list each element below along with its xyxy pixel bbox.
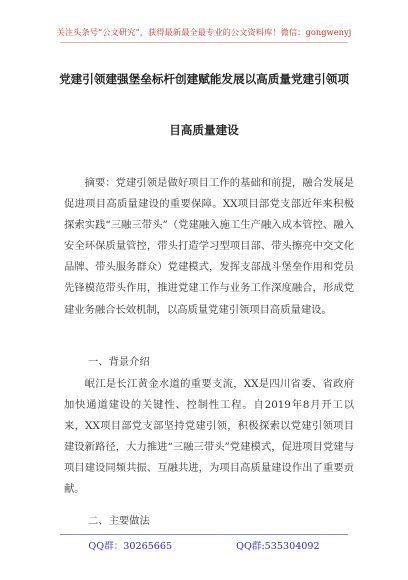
footer-divider [60, 534, 348, 535]
footer-qq-group-1: QQ群：30265665 [88, 541, 173, 552]
section-heading-main-practices: 二、主要做法 [88, 515, 150, 527]
document-title-line-2: 目高质量建设 [169, 123, 239, 137]
header-banner: 关注头条号“公文研究”，获得最新最全最专业的公文资料库！微信：gongwenyj [56, 27, 352, 37]
footer [0, 538, 408, 552]
footer-qq-group-2: QQ群:535304092 [236, 541, 320, 552]
background-paragraph: 岷江是长江黄金水道的重要支流，XX是四川省委、省政府加快通道建设的关键性、控制性工程。自2019年8月开工以来，XX项目部党支部坚持党建引领，积极探索以党建引领项目建设新路径，大力推进“三融三带头”党建模式，促进项目党建与项目建设同频共振、互融共进，为项目高质量建设作出了重要贡献。 [64, 378, 354, 496]
document-title-line-1: 党建引领建强堡垒标杆创建赋能发展以高质量党建引领项 [59, 72, 349, 86]
abstract-paragraph: 摘要：党建引领是做好项目工作的基础和前提，融合发展是促进项目高质量建设的重要保障。XX项目部党支部近年来积极探索实践“三融三带头”（党建融入施工生产融入成本管控、融入安全环保质量管控，带头打造学习型项目部、带头擦亮中交文化品牌、带头服务群众）党建模式，发挥支部战斗堡垒作用和党员先锋模范带头作用，推进党建工作与业务工作深度融合，形成党建业务融合长效机制，以高质量党建引领项目高质量建设。 [64, 177, 354, 316]
section-heading-background: 一、背景介绍 [88, 356, 150, 368]
header-divider [60, 42, 348, 43]
